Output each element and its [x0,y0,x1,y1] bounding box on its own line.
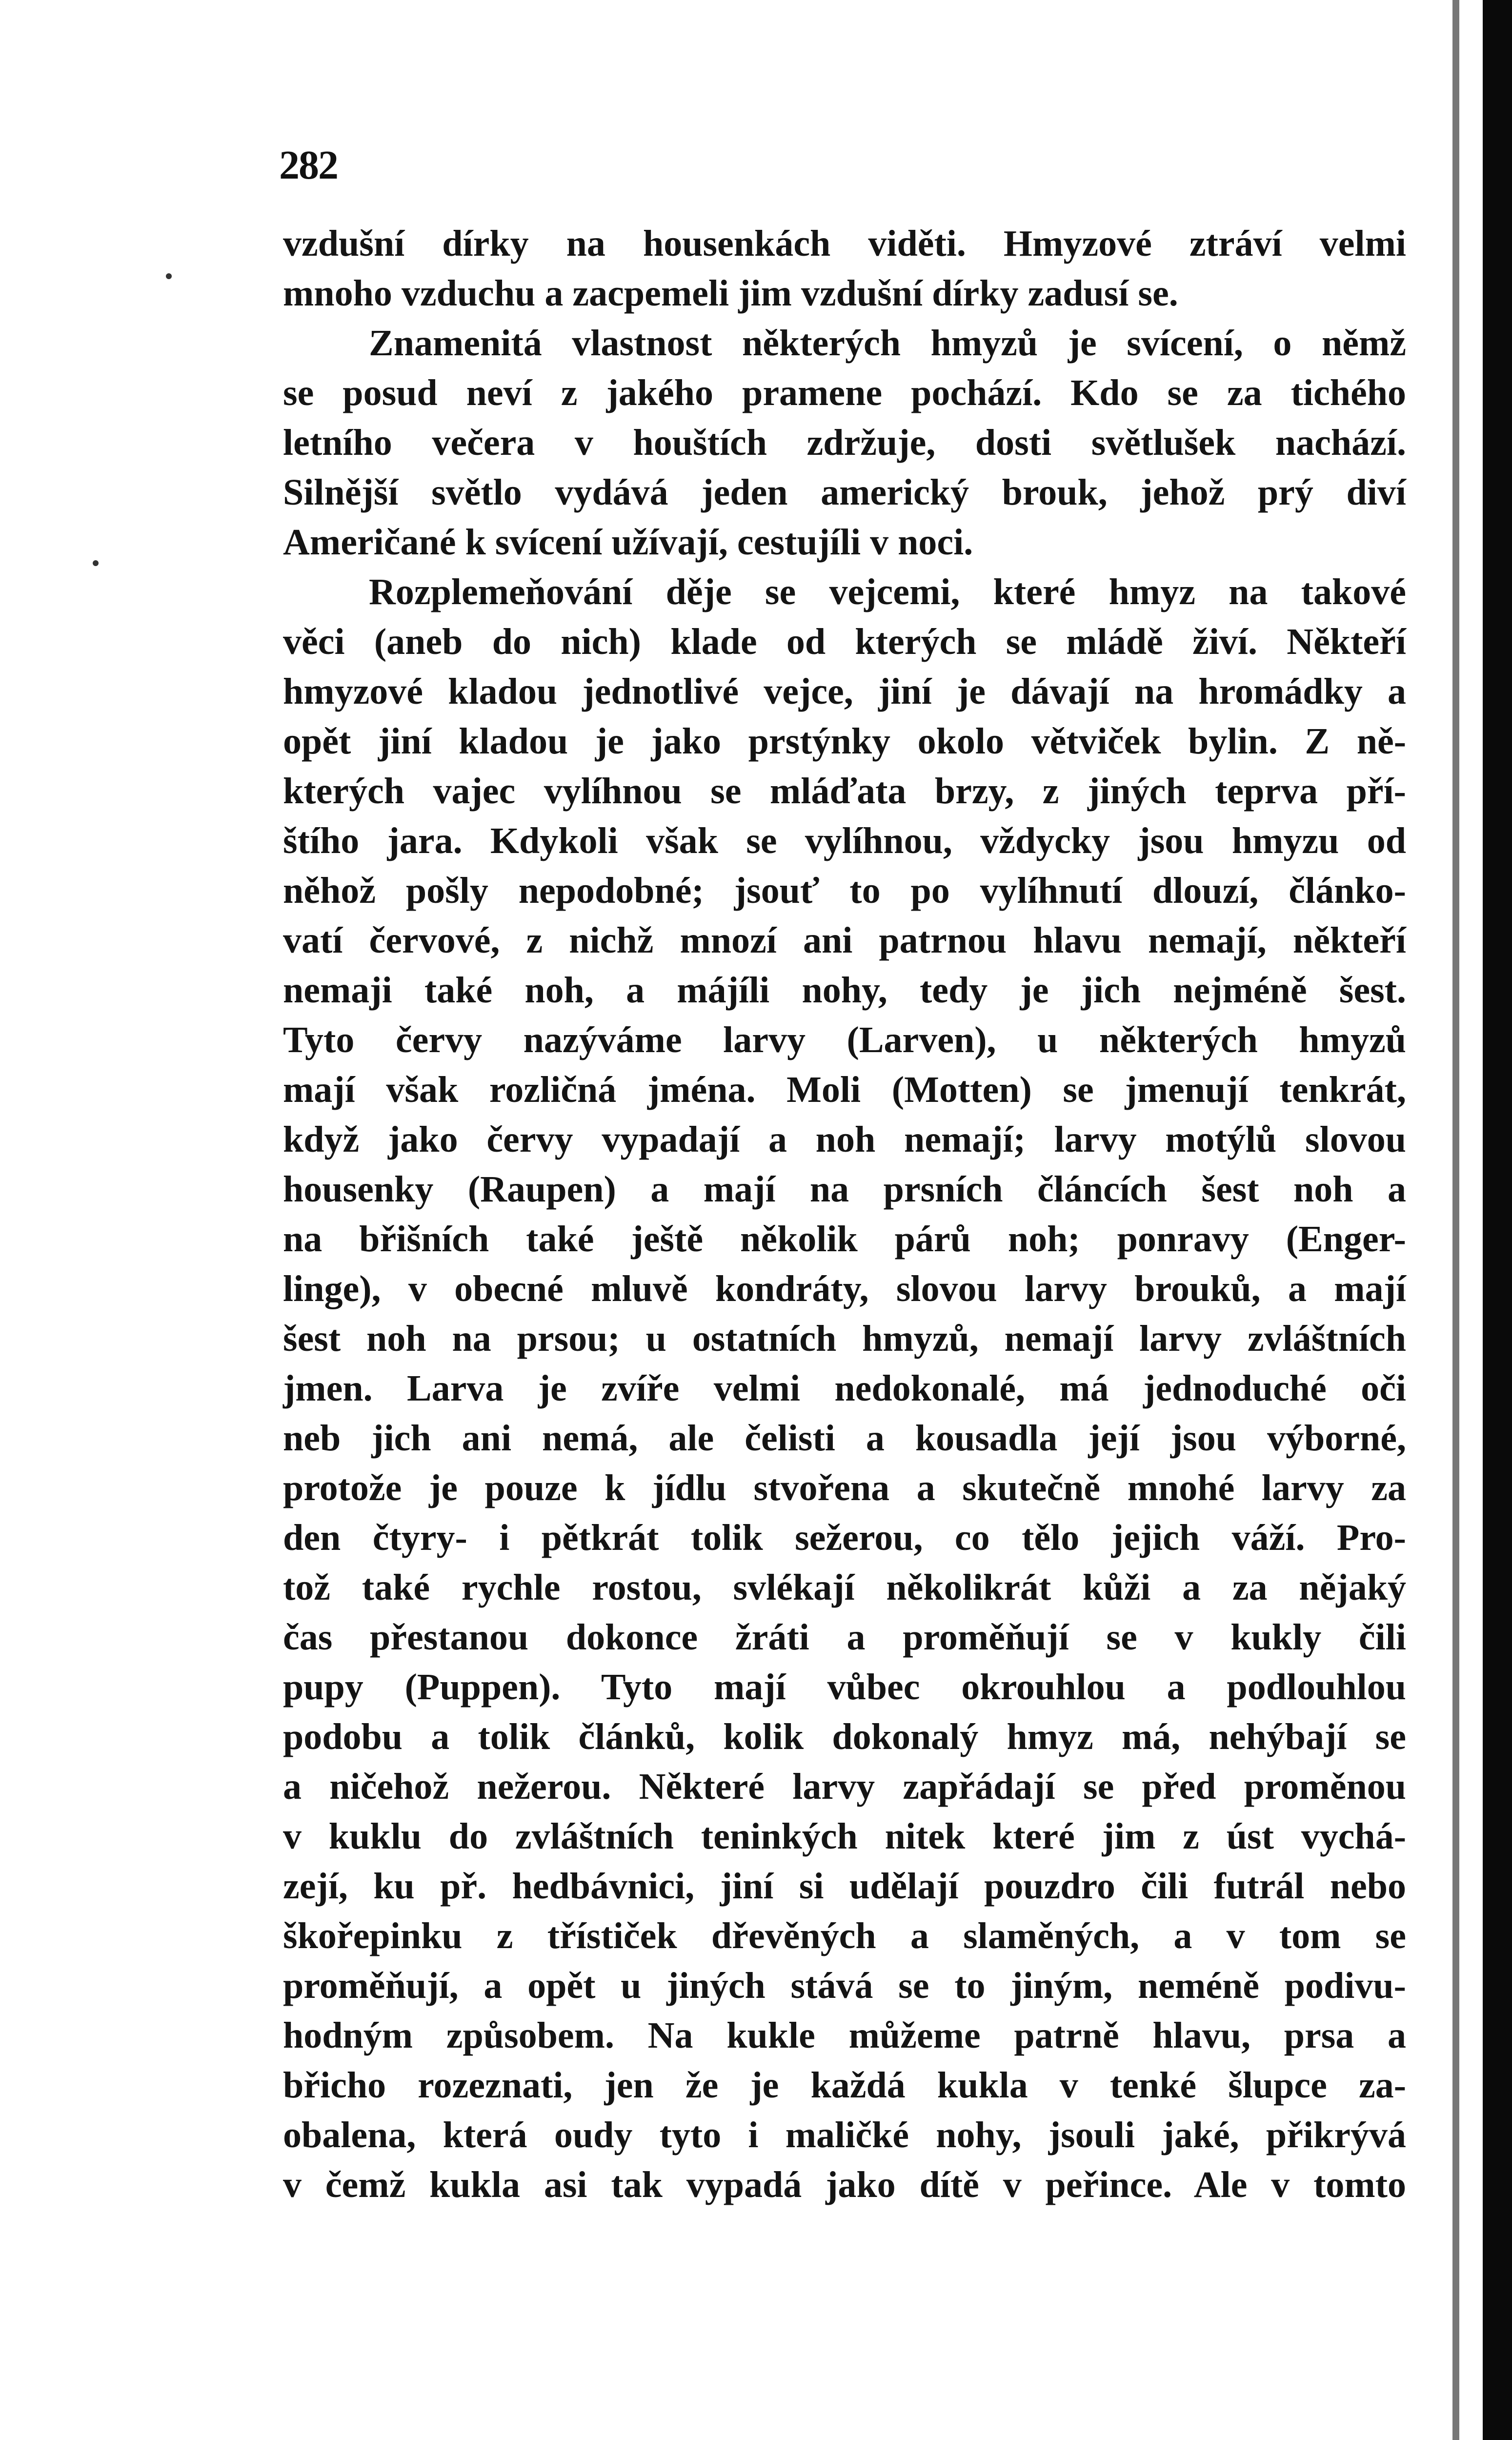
text-line: a ničehož nežerou. Některé larvy zapřádají se před proměnou [283,1766,1406,1807]
text-line: protože je pouze k jídlu stvořena a skutečně mnohé larvy za [283,1467,1406,1508]
text-line: škořepinku z třístiček dřevěných a slaměných, a v tom se [283,1915,1406,1956]
text-line: mnoho vzduchu a zacpemeli jim vzdušní dírky zadusí se. [283,273,1178,314]
text-line: mají však rozličná jména. Moli (Motten) se jmenují tenkrát, [283,1069,1406,1110]
text-line: kterých vajec vylíhnou se mláďata brzy, z jiných teprva pří- [283,771,1406,812]
text-line: podobu a tolik článků, kolik dokonalý hmyz má, nehýbají se [283,1716,1406,1757]
text-line: břicho rozeznati, jen že je každá kukla v tenké šlupce za- [283,2065,1406,2106]
page-text [283,219,1406,2210]
text-line: zejí, ku př. hedbávnici, jiní si udělají pouzdro čili futrál nebo [283,1866,1406,1907]
text-line: obalena, která oudy tyto i maličké nohy, jsouli jaké, přikrývá [283,2115,1406,2155]
text-line: neb jich ani nemá, ale čelisti a kousadla její jsou výborné, [283,1418,1406,1459]
text-line: Silnější světlo vydává jeden americký brouk, jehož prý diví [283,472,1406,513]
text-line: v čemž kukla asi tak vypadá jako dítě v peřince. Ale v tomto [283,2164,1406,2205]
page-number: 282 [279,142,338,188]
text-line: nemaji také noh, a májíli nohy, tedy je jich nejméně šest. [283,970,1406,1011]
text-line: Znamenitá vlastnost některých hmyzů je svícení, o němž [369,323,1406,364]
text-line: Rozplemeňování děje se vejcemi, které hmyz na takové [369,571,1406,612]
text-line: když jako červy vypadají a noh nemají; larvy motýlů slovou [283,1119,1406,1160]
text-line: housenky (Raupen) a mají na prsních článcích šest noh a [283,1169,1406,1210]
text-line: opět jiní kladou je jako prstýnky okolo větviček bylin. Z ně- [283,721,1406,762]
text-line: pupy (Puppen). Tyto mají vůbec okrouhlou a podlouhlou [283,1667,1406,1708]
text-line: Tyto červy nazýváme larvy (Larven), u některých hmyzů [283,1019,1406,1060]
text-line: něhož pošly nepodobné; jsouť to po vylíhnutí dlouzí, článko- [283,870,1406,911]
text-line: věci (aneb do nich) klade od kterých se mládě živí. Někteří [283,621,1406,662]
text-line: letního večera v houštích zdržuje, dosti světlušek nachází. [283,422,1406,463]
text-line: vatí červové, z nichž mnozí ani patrnou hlavu nemají, někteří [283,920,1406,961]
text-line: hodným způsobem. Na kukle můžeme patrně hlavu, prsa a [283,2015,1406,2056]
text-line: v kuklu do zvláštních teninkých nitek které jim z úst vychá- [283,1816,1406,1857]
text-line: šest noh na prsou; u ostatních hmyzů, nemají larvy zvláštních [283,1318,1406,1359]
text-line: vzdušní dírky na housenkách viděti. Hmyzové ztráví velmi [283,223,1406,264]
text-line: se posud neví z jakého pramene pochází. Kdo se za tichého [283,372,1406,413]
text-line: čas přestanou dokonce žráti a proměňují se v kukly čili [283,1617,1406,1658]
speck-dot [93,560,99,566]
text-line: Američané k svícení užívají, cestujíli v noci. [283,522,973,563]
text-line: jmen. Larva je zvíře velmi nedokonalé, má jednoduché oči [283,1368,1406,1409]
text-line: linge), v obecné mluvě kondráty, slovou larvy brouků, a mají [283,1268,1406,1309]
text-line: štího jara. Kdykoli však se vylíhnou, vždycky jsou hmyzu od [283,820,1406,861]
text-line: tož také rychle rostou, svlékají několikrát kůži a za nějaký [283,1567,1406,1608]
text-line: na břišních také ještě několik párů noh; ponravy (Enger- [283,1219,1406,1260]
text-line: proměňují, a opět u jiných stává se to jiným, neméně podivu- [283,1965,1406,2006]
speck-dot [166,273,172,279]
text-line: hmyzové kladou jednotlivé vejce, jiní je dávají na hromádky a [283,671,1406,712]
text-line: den čtyry- i pětkrát tolik sežerou, co tělo jejich váží. Pro- [283,1517,1406,1558]
